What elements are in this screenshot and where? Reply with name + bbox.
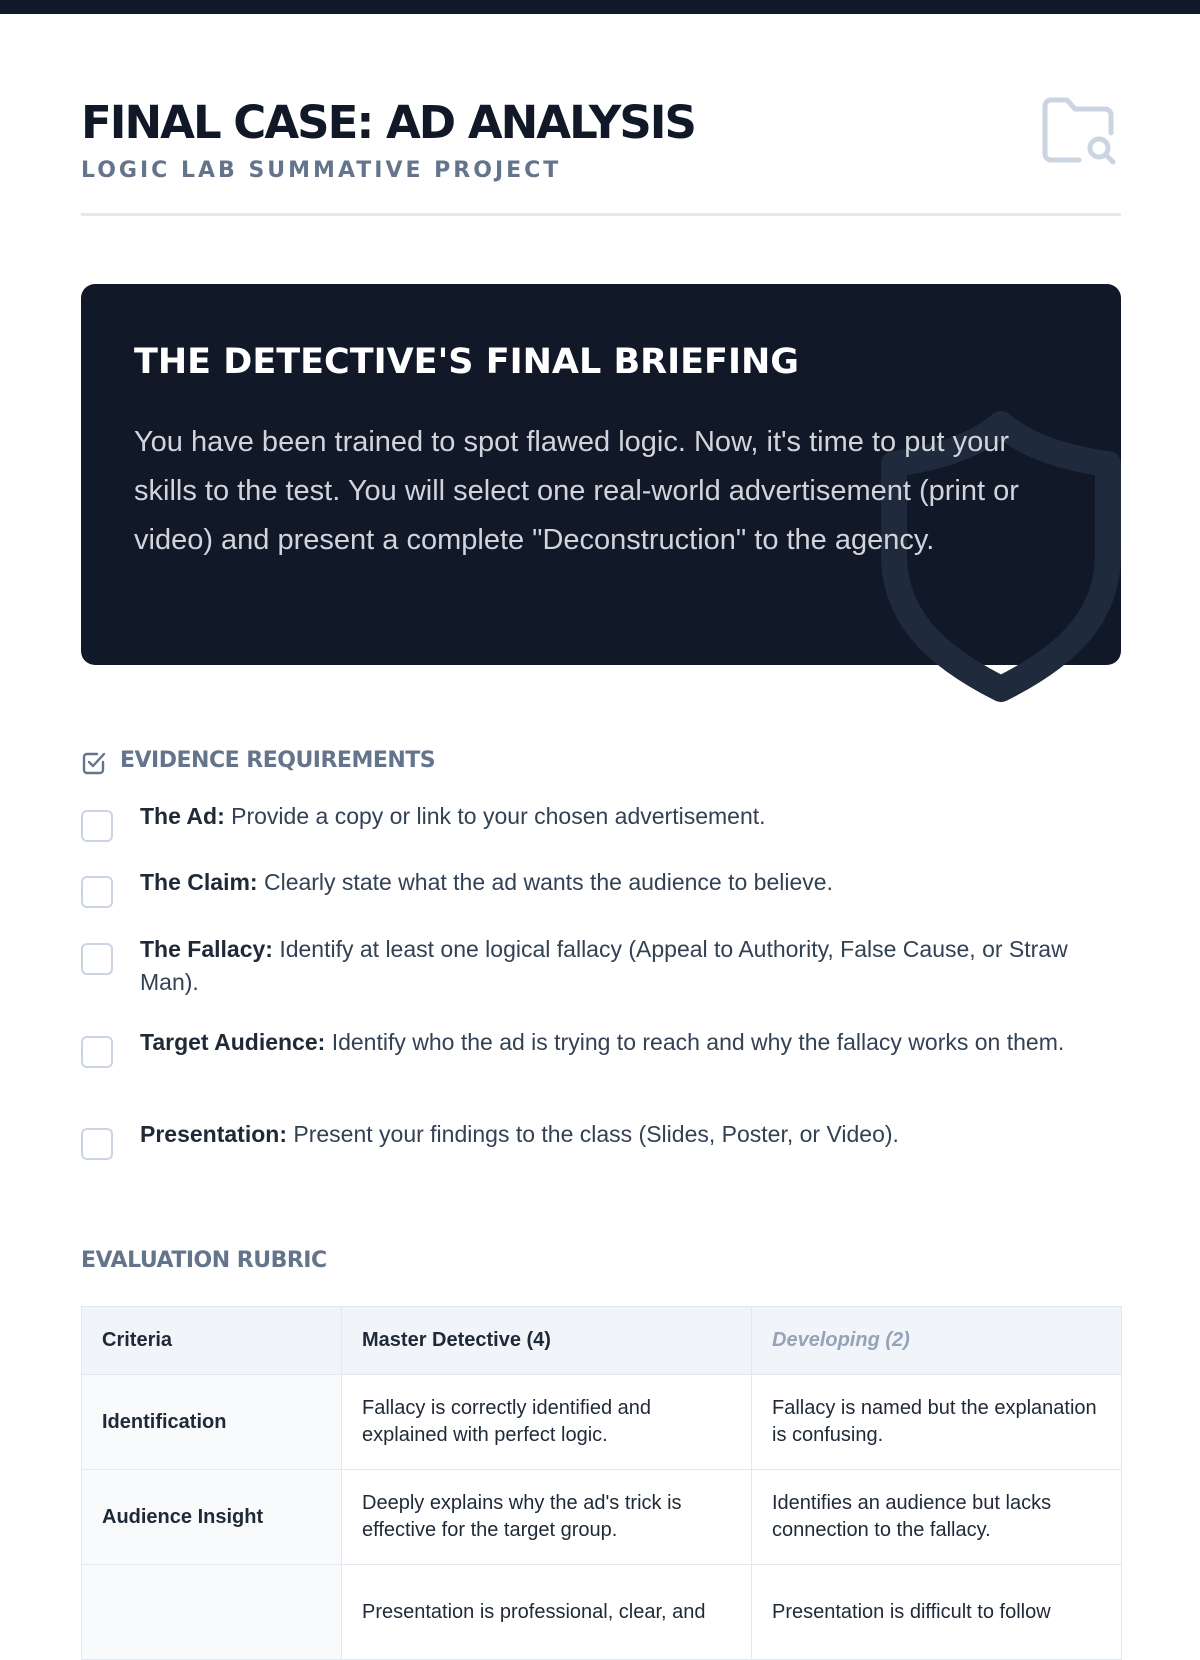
developing-cell: Fallacy is named but the explanation is confusing.	[752, 1375, 1122, 1470]
requirement-text	[140, 1026, 1110, 1059]
developing-cell: Presentation is difficult to follow	[752, 1565, 1122, 1660]
check-square-icon	[81, 750, 107, 776]
rubric-heading: EVALUATION RUBRIC	[81, 1248, 327, 1273]
briefing-title: THE DETECTIVE'S FINAL BRIEFING	[134, 342, 799, 382]
master-cell: Deeply explains why the ad's trick is effective for the target group.	[342, 1470, 752, 1565]
developing-cell: Identifies an audience but lacks connection to the fallacy.	[752, 1470, 1122, 1565]
requirement-description: Present your findings to the class (Slides, Poster, or Video).	[286, 1121, 899, 1147]
page-title: FINAL CASE: AD ANALYSIS	[81, 96, 695, 149]
requirement-checkbox[interactable]	[81, 810, 113, 842]
requirement-text	[140, 1118, 1110, 1151]
table-header-row	[82, 1307, 1122, 1375]
table-row	[82, 1375, 1122, 1470]
requirement-description: Identify who the ad is trying to reach and why the fallacy works on them.	[325, 1029, 1065, 1055]
page-header	[81, 96, 1121, 216]
folder-search-icon	[1041, 96, 1121, 168]
table-row	[82, 1565, 1122, 1660]
master-cell: Fallacy is correctly identified and explained with perfect logic.	[342, 1375, 752, 1470]
requirement-description: Identify at least one logical fallacy (Appeal to Authority, False Cause, or Straw Man).	[140, 936, 1068, 995]
criteria-cell: Identification	[82, 1375, 342, 1470]
criteria-cell: Audience Insight	[82, 1470, 342, 1565]
requirement-description: Provide a copy or link to your chosen advertisement.	[224, 803, 766, 829]
evidence-heading: EVIDENCE REQUIREMENTS	[120, 748, 436, 773]
requirement-label: Target Audience:	[140, 1029, 326, 1055]
master-cell: Presentation is professional, clear, and	[342, 1565, 752, 1660]
page-subtitle: LOGIC LAB SUMMATIVE PROJECT	[81, 158, 562, 183]
table-row	[82, 1470, 1122, 1565]
requirement-checkbox[interactable]	[81, 943, 113, 975]
requirement-checkbox[interactable]	[81, 1036, 113, 1068]
rubric-table	[81, 1306, 1122, 1660]
requirement-checkbox[interactable]	[81, 1128, 113, 1160]
requirement-description: Clearly state what the ad wants the audience to believe.	[257, 869, 833, 895]
requirement-text	[140, 933, 1110, 999]
requirement-label: The Fallacy:	[140, 936, 273, 962]
column-header-criteria: Criteria	[82, 1307, 342, 1375]
requirement-label: Presentation:	[140, 1121, 287, 1147]
requirement-text	[140, 866, 1110, 899]
requirement-text	[140, 800, 1110, 833]
top-strip	[0, 0, 1200, 14]
requirement-label: The Ad:	[140, 803, 225, 829]
requirement-checkbox[interactable]	[81, 876, 113, 908]
criteria-cell	[82, 1565, 342, 1660]
briefing-card	[81, 284, 1121, 665]
column-header-developing: Developing (2)	[752, 1307, 1122, 1375]
column-header-master: Master Detective (4)	[342, 1307, 752, 1375]
briefing-text: You have been trained to spot flawed logic. Now, it's time to put your skills to the test. You will select one real-world advertisement (print or video) and present a complete "Deconstruction" to the agency.	[134, 426, 1019, 556]
requirement-label: The Claim:	[140, 869, 258, 895]
